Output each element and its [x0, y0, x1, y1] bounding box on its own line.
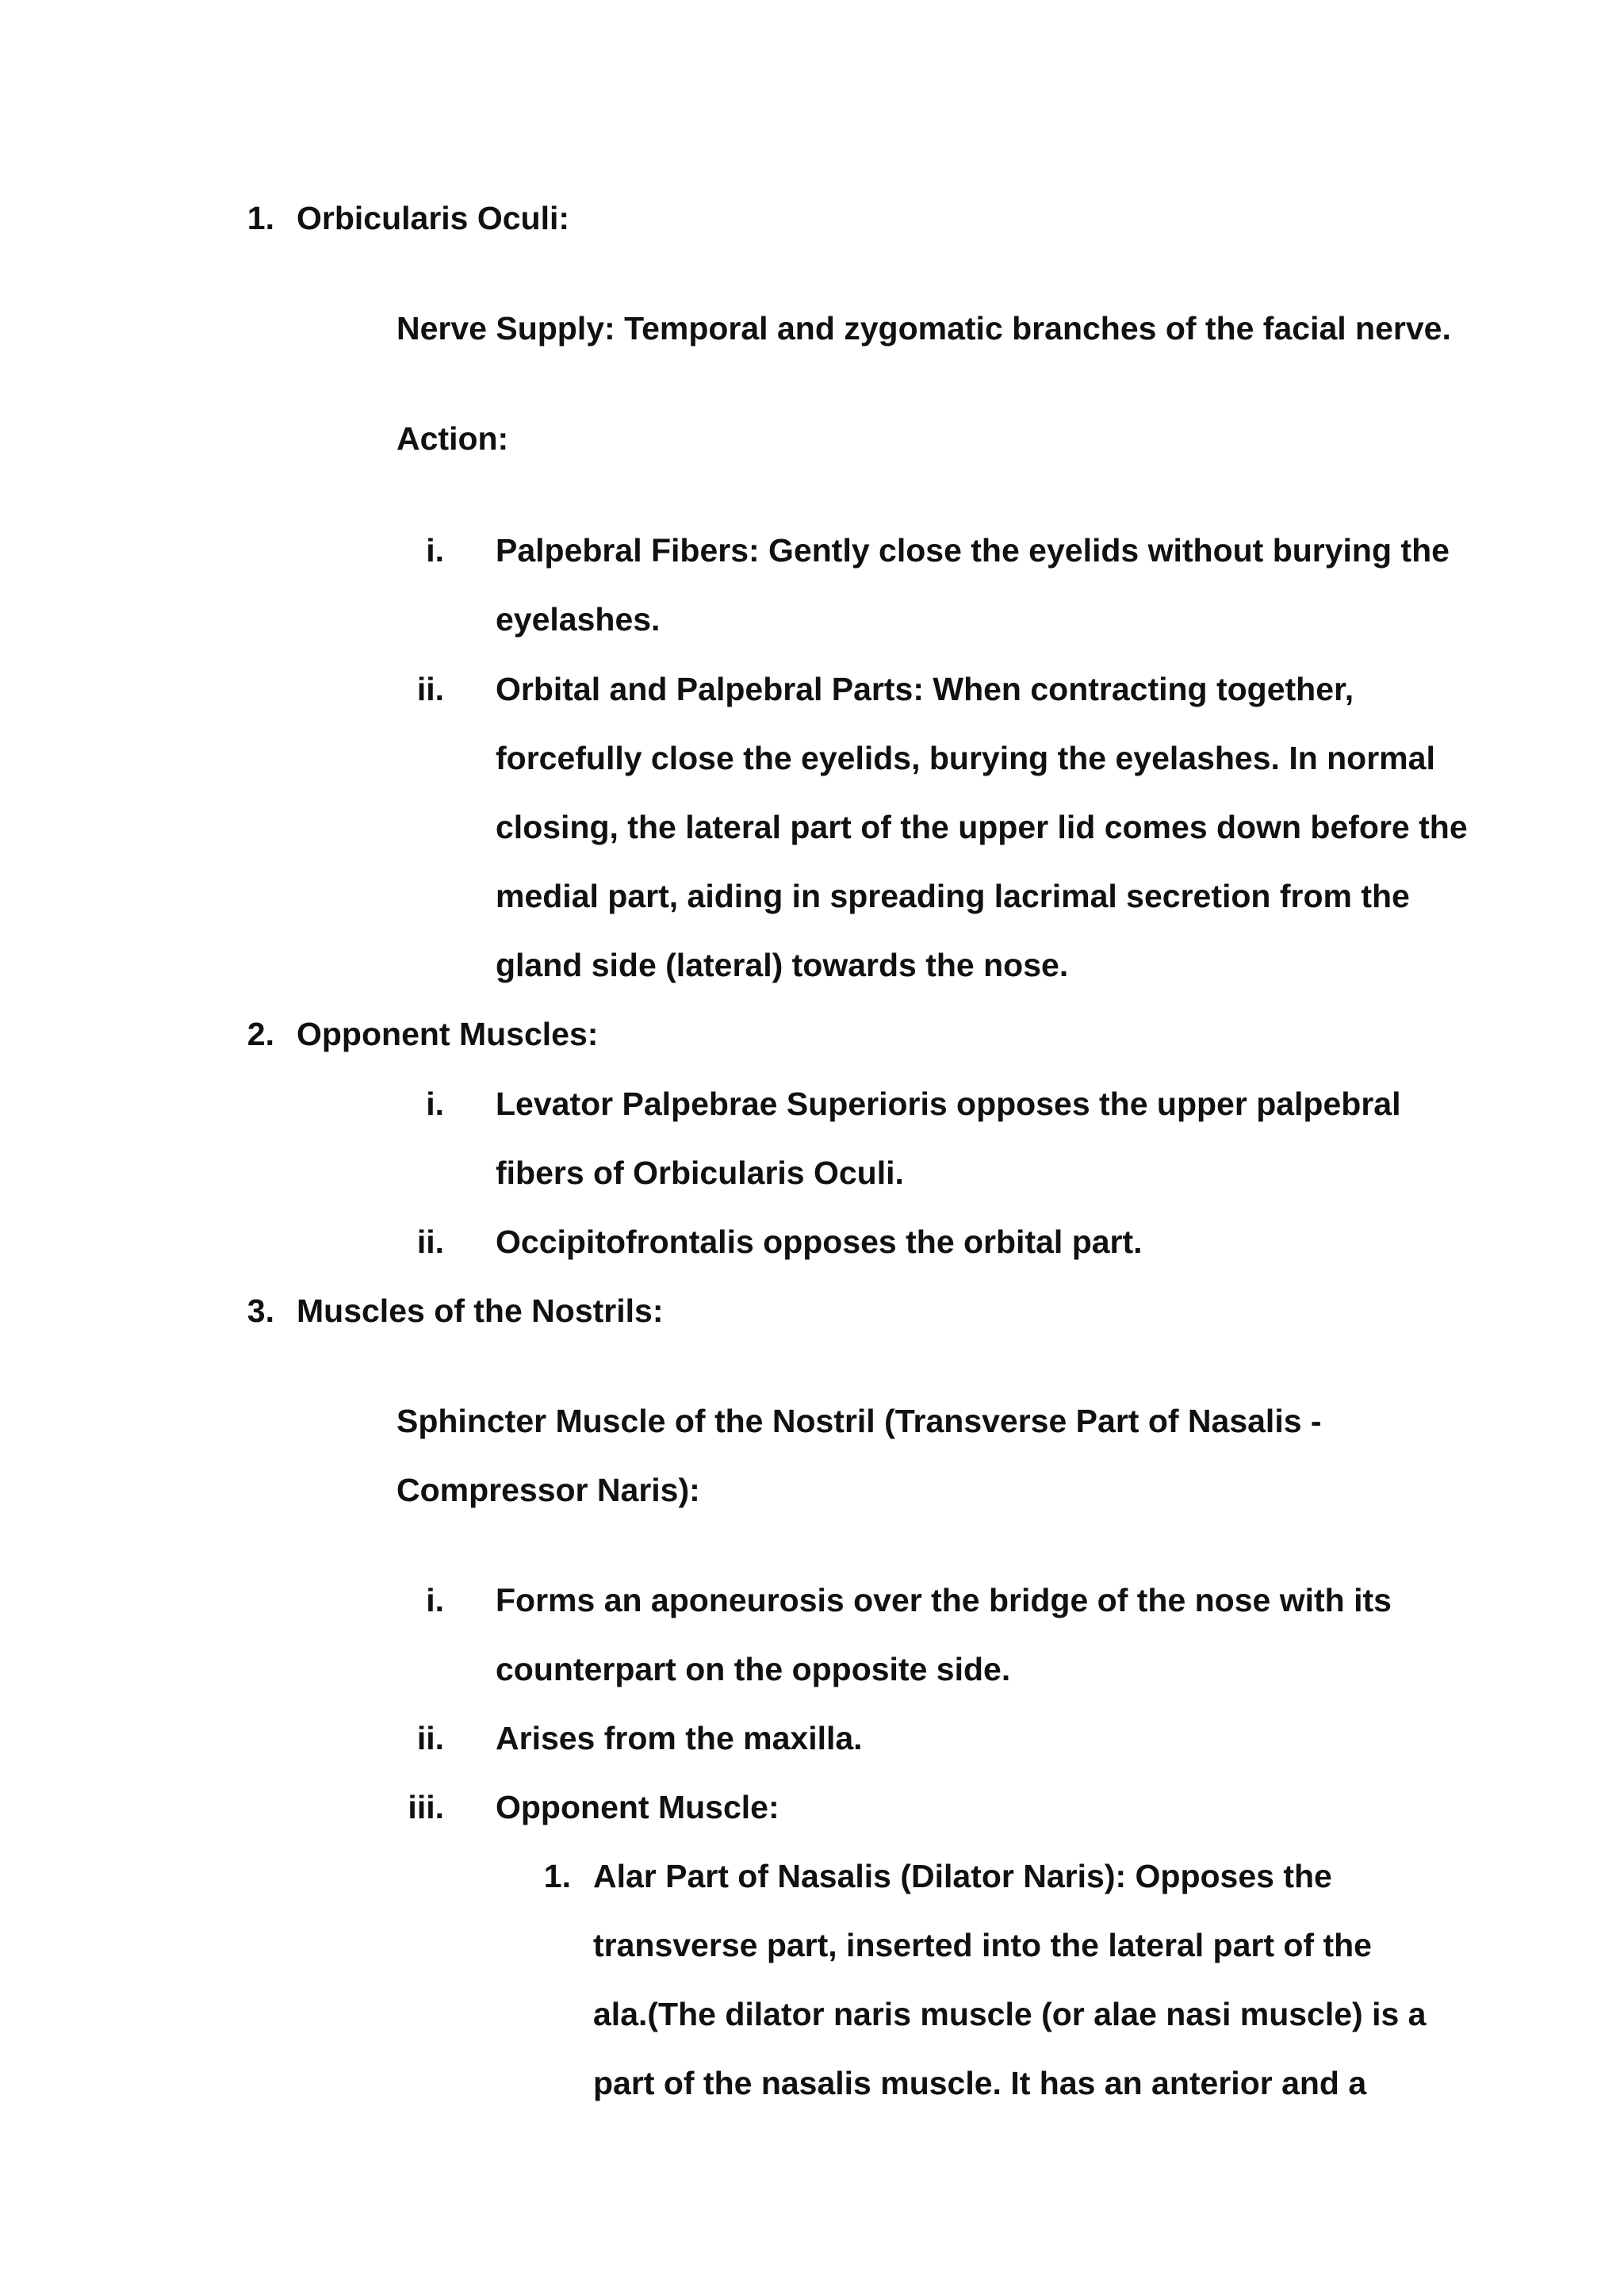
roman-numeral-i: i.	[426, 532, 444, 569]
action-label: Action:	[396, 420, 509, 457]
action-text-line: closing, the lateral part of the upper lid comes down before the	[496, 809, 1468, 845]
action-text-line: gland side (lateral) towards the nose.	[496, 947, 1069, 983]
list-number-1: 1.	[247, 200, 274, 236]
action-text-line: eyelashes.	[496, 601, 661, 638]
list-number-2: 2.	[247, 1016, 274, 1052]
roman-numeral-ii: ii.	[416, 1720, 444, 1756]
roman-numeral-i: i.	[426, 1086, 444, 1122]
roman-numeral-ii: ii.	[416, 671, 444, 707]
roman-numeral-iii: iii.	[408, 1789, 444, 1825]
action-text-line: forcefully close the eyelids, burying the eyelashes. In normal	[496, 740, 1435, 776]
heading-orbicularis-oculi: Orbicularis Oculi:	[297, 200, 570, 236]
point-text-line: Occipitofrontalis opposes the orbital part.	[496, 1224, 1143, 1260]
point-text-line: Levator Palpebrae Superioris opposes the upper palpebral	[496, 1086, 1401, 1122]
sublist-number-1: 1.	[543, 1858, 571, 1894]
subitem-text-line: part of the nasalis muscle. It has an anterior and a	[593, 2065, 1367, 2101]
heading-muscles-of-nostrils: Muscles of the Nostrils:	[297, 1293, 664, 1329]
subheading-line: Sphincter Muscle of the Nostril (Transverse Part of Nasalis -	[396, 1403, 1322, 1439]
point-text-line: Arises from the maxilla.	[496, 1720, 863, 1756]
subitem-text-line: Alar Part of Nasalis (Dilator Naris): Opposes the	[593, 1858, 1332, 1894]
roman-numeral-i: i.	[426, 1582, 444, 1618]
action-text-line: Palpebral Fibers: Gently close the eyelids without burying the	[496, 532, 1450, 569]
subheading-line: Compressor Naris):	[396, 1472, 700, 1508]
subitem-text-line: ala.(The dilator naris muscle (or alae nasi muscle) is a	[593, 1996, 1427, 2032]
list-number-3: 3.	[247, 1293, 274, 1329]
subitem-text-line: transverse part, inserted into the lateral part of the	[593, 1927, 1372, 1963]
point-text-line: fibers of Orbicularis Oculi.	[496, 1155, 904, 1191]
action-text-line: Orbital and Palpebral Parts: When contracting together,	[496, 671, 1354, 707]
point-text-line: Opponent Muscle:	[496, 1789, 779, 1825]
heading-opponent-muscles: Opponent Muscles:	[297, 1016, 599, 1052]
nerve-supply-text: Nerve Supply: Temporal and zygomatic branches of the facial nerve.	[396, 310, 1451, 347]
action-text-line: medial part, aiding in spreading lacrimal secretion from the	[496, 878, 1410, 914]
roman-numeral-ii: ii.	[416, 1224, 444, 1260]
point-text-line: Forms an aponeurosis over the bridge of the nose with its	[496, 1582, 1392, 1618]
point-text-line: counterpart on the opposite side.	[496, 1651, 1011, 1687]
